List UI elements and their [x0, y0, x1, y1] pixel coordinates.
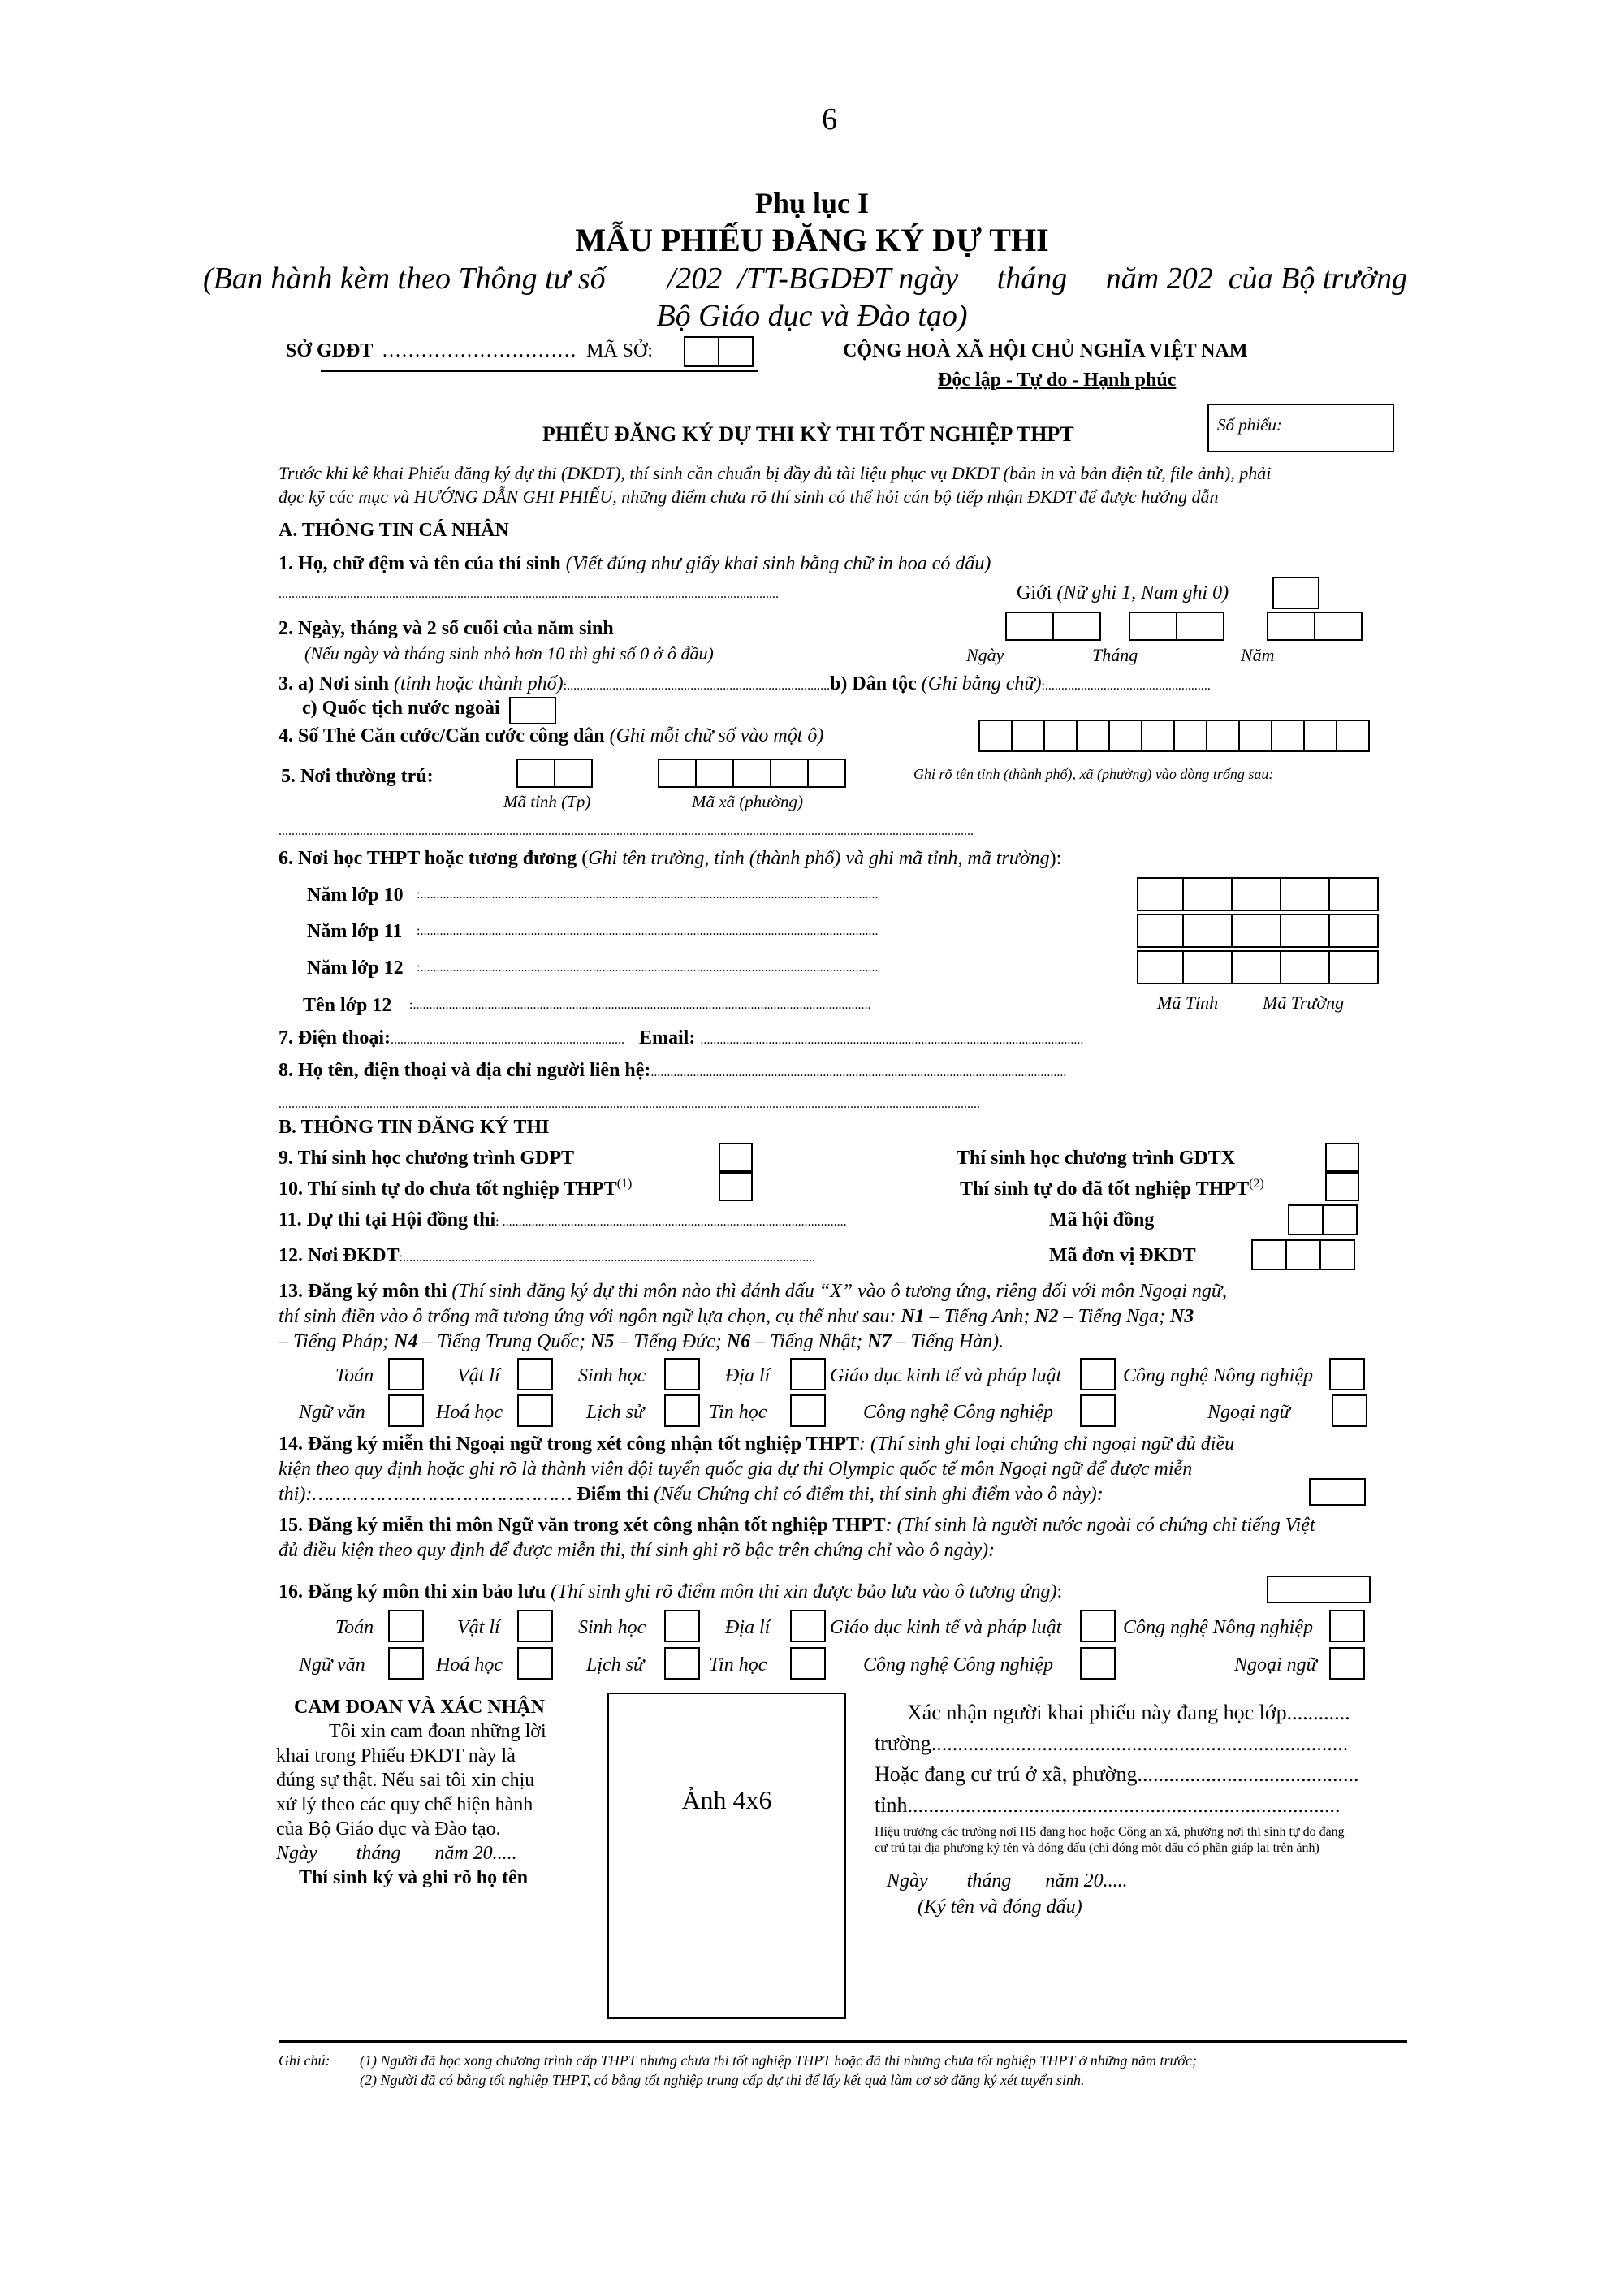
confirm-sign-label: (Ký tên và đóng dấu)	[918, 1896, 1082, 1918]
council-code-box-2[interactable]	[1322, 1204, 1358, 1235]
confirm-line-4: tỉnh..................................................................................	[875, 1793, 1341, 1817]
cccd-digit-box-11[interactable]	[1303, 720, 1337, 752]
school-code-box-r1-c5[interactable]	[1328, 877, 1379, 911]
q2-day-caption: Ngày	[966, 645, 1004, 665]
q16-subject-gdkt: Giáo dục kinh tế và pháp luật	[830, 1617, 1062, 1638]
q3b-hint: (Ghi bằng chữ)	[916, 673, 1042, 694]
ma-so-label: MÃ SỞ:	[586, 340, 654, 361]
q11-dots: : ..........................................................................................................	[495, 1215, 847, 1229]
q6-row-11-label: Năm lớp 11	[307, 921, 403, 942]
q8-dots: ................................................................................................................................	[650, 1066, 1067, 1079]
q7-line	[279, 1028, 1083, 1048]
pledge-title: CAM ĐOAN VÀ XÁC NHẬN	[294, 1697, 545, 1718]
code-n5: N5	[590, 1331, 615, 1352]
q15-line-2: đủ điều kiện theo quy định để được miễn thi, thí sinh ghi rõ bậc trên chứng chỉ vào ô ngày):	[279, 1540, 996, 1561]
cccd-digit-box-2[interactable]	[1011, 720, 1045, 752]
q6-row-12-dots: :.............................................................................................................................................	[417, 962, 879, 975]
q1-hint: (Viết đúng như giấy khai sinh bằng chữ in hoa có dấu)	[560, 553, 991, 574]
q14-score-box[interactable]	[1309, 1478, 1366, 1506]
q7-email-label: Email:	[639, 1027, 696, 1049]
q6-row-10-dots: :.............................................................................................................................................	[417, 889, 879, 902]
q10-left-label: 10. Thí sinh tự do chưa tốt nghiệp THPT	[279, 1178, 617, 1200]
q6-school-caption: Mã Trường	[1263, 992, 1345, 1013]
residence-ward-box-5[interactable]	[807, 759, 846, 788]
q13-cn-cn-checkbox[interactable]	[1080, 1394, 1116, 1427]
q13-label: 13. Đăng ký môn thi	[279, 1281, 447, 1302]
q15-hint-1: : (Thí sinh là người nước ngoài có chứng chỉ tiếng Việt	[885, 1515, 1315, 1536]
confirm-note-2: cư trú tại địa phương ký tên và đóng dấu (chỉ đóng một dấu có phần giáp lai trên ảnh)	[875, 1841, 1320, 1855]
q16-sinh-hoc-box[interactable]	[664, 1610, 700, 1642]
birth-month-box-2[interactable]	[1176, 612, 1224, 641]
q2-hint: (Nếu ngày và tháng sinh nhỏ hơn 10 thì ghi số 0 ở ô đầu)	[304, 643, 714, 664]
q14-line-1	[279, 1434, 1234, 1454]
q7-phone-dots: ........................................................................	[391, 1033, 624, 1047]
appendix-label: Phụ lục I	[754, 187, 870, 219]
q16-hoa-hoc-box[interactable]	[517, 1647, 553, 1680]
cccd-digit-box-9[interactable]	[1238, 720, 1272, 752]
q16-toan-box[interactable]	[388, 1610, 424, 1642]
intro-line-1: Trước khi kê khai Phiếu đăng ký dự thi (ĐKDT), thí sinh cần chuẩn bị đầy đủ tài liệu phục vụ ĐKDT (bản in và bản điện tử, file ảnh), phải	[279, 463, 1272, 483]
q6-province-caption: Mã Tỉnh	[1157, 992, 1219, 1013]
unit-code-box-3[interactable]	[1320, 1239, 1355, 1270]
q3-line	[279, 674, 1211, 694]
q16-colon: :	[1056, 1581, 1063, 1602]
residence-province-box-1[interactable]	[516, 759, 555, 788]
q5-address-dots: ......................................................................................................................................................................................................................	[279, 825, 974, 838]
q16-subject-dia-li: Địa lí	[725, 1617, 771, 1638]
q13-tin-hoc-checkbox[interactable]	[790, 1394, 826, 1427]
confirm-line-1: Xác nhận người khai phiếu này đang học lớp............	[907, 1701, 1350, 1724]
q13-hint-1: (Thí sinh đăng ký dự thi môn nào thì đánh dấu “X” vào ô tương ứng, riêng đối với môn Ngoại ngữ,	[447, 1281, 1228, 1302]
residence-ward-box-2[interactable]	[695, 759, 734, 788]
q13-subject-lich-su: Lịch sử	[586, 1402, 645, 1423]
q12-dots: :...............................................................................................................................	[399, 1251, 816, 1265]
birth-month-box-1[interactable]	[1129, 612, 1177, 641]
q16-dia-li-box[interactable]	[790, 1610, 826, 1642]
q13-line-2a: thí sinh điền vào ô trống mã tương ứng với ngôn ngữ lựa chọn, cụ thể như sau:	[279, 1306, 901, 1327]
q13-line-3e: – Tiếng Hàn).	[891, 1331, 1004, 1352]
q4-label: 4. Số Thẻ Căn cước/Căn cước công dân	[279, 725, 605, 746]
q1-gender-label: Giới	[1017, 582, 1052, 603]
q16-subject-lich-su: Lịch sử	[586, 1654, 645, 1676]
q12-code-label: Mã đơn vị ĐKDT	[1049, 1245, 1196, 1266]
q12-label: 12. Nơi ĐKDT	[279, 1245, 400, 1266]
code-n4: N4	[394, 1331, 418, 1352]
cccd-digit-box-1[interactable]	[978, 720, 1013, 752]
q13-line-2	[279, 1307, 1194, 1326]
q1-gender-hint: (Nữ ghi 1, Nam ghi 0)	[1052, 582, 1229, 603]
birth-day-box-2[interactable]	[1052, 612, 1101, 641]
birth-year-box-2[interactable]	[1314, 612, 1363, 641]
q14-diem-label: Điểm thi	[577, 1484, 650, 1505]
q14-label: 14. Đăng ký miễn thi Ngoại ngữ trong xét công nhận tốt nghiệp THPT	[279, 1433, 859, 1455]
q5-province-caption: Mã tỉnh (Tp)	[503, 792, 591, 811]
cccd-digit-box-12[interactable]	[1336, 720, 1370, 752]
q9-right-label: Thí sinh học chương trình GDTX	[957, 1148, 1236, 1169]
q14-line-3b: (Nếu Chứng chỉ có điểm thi, thí sinh ghi điểm vào ô này):	[649, 1484, 1104, 1505]
so-gddt-dots: …………………………	[382, 340, 577, 361]
q15-label: 15. Đăng ký miễn thi môn Ngữ văn trong xét công nhận tốt nghiệp THPT	[279, 1515, 886, 1536]
q5-label: 5. Nơi thường trú:	[281, 766, 434, 787]
q10-right-sup: (2)	[1249, 1177, 1264, 1191]
footnote-label: Ghi chú:	[279, 2052, 330, 2069]
q16-ngoai-ngu-box[interactable]	[1329, 1647, 1365, 1680]
q6-row-12-label: Năm lớp 12	[307, 958, 404, 979]
footnote-1: (1) Người đã học xong chương trình cấp THPT nhưng chưa thi tốt nghiệp THPT hoặc đã thi nhưng chưa tốt nghiệp THPT ở những năm trước;	[360, 2052, 1197, 2069]
q9-left-label: 9. Thí sinh học chương trình GDPT	[279, 1148, 575, 1169]
q16-gdkt-box[interactable]	[1080, 1610, 1116, 1642]
q16-lich-su-box[interactable]	[664, 1647, 700, 1680]
pledge-line-2: khai trong Phiếu ĐKDT này là	[276, 1745, 516, 1766]
q13-subject-sinh-hoc: Sinh học	[578, 1365, 646, 1386]
q3b-dots: :...................................................	[1041, 679, 1211, 693]
form-title: PHIẾU ĐĂNG KÝ DỰ THI KỲ THI TỐT NGHIỆP THPT	[542, 422, 1074, 446]
q13-vat-li-checkbox[interactable]	[517, 1358, 553, 1390]
q5-note: Ghi rõ tên tỉnh (thành phố), xã (phường) vào dòng trống sau:	[914, 766, 1274, 782]
q13-line-3a: – Tiếng Pháp;	[279, 1331, 394, 1352]
gdpt-checkbox[interactable]	[719, 1143, 753, 1172]
photo-4x6-box[interactable]	[607, 1693, 846, 2019]
photo-label: Ảnh 4x6	[681, 1785, 772, 1814]
school-code-box-r3-c2[interactable]	[1182, 950, 1233, 984]
school-code-box-r2-c4[interactable]	[1280, 914, 1330, 948]
q10-right-label: Thí sinh tự do đã tốt nghiệp THPT	[960, 1178, 1250, 1200]
q16-reserve-box[interactable]	[1267, 1576, 1371, 1603]
pledge-line-5: của Bộ Giáo dục và Đào tạo.	[276, 1818, 501, 1840]
school-code-box-r1-c2[interactable]	[1182, 877, 1233, 911]
cccd-digit-box-4[interactable]	[1076, 720, 1110, 752]
q13-subject-cn-nn: Công nghệ Nông nghiệp	[1123, 1365, 1313, 1386]
q13-line-2b: – Tiếng Anh;	[924, 1306, 1035, 1327]
q8-label: 8. Họ tên, điện thoại và địa chỉ người liên hệ:	[279, 1060, 651, 1081]
q16-subject-cn-nn: Công nghệ Nông nghiệp	[1123, 1617, 1313, 1638]
birth-year-box-1[interactable]	[1267, 612, 1315, 641]
birth-day-box-1[interactable]	[1005, 612, 1054, 641]
section-b-heading: B. THÔNG TIN ĐĂNG KÝ THI	[279, 1117, 550, 1138]
q13-line-2c: – Tiếng Nga;	[1058, 1306, 1170, 1327]
q6-line	[279, 849, 1061, 868]
q6-row-11-dots: :.............................................................................................................................................	[417, 925, 879, 938]
q8-dots-line-2: ........................................................................................................................................................................................................................	[279, 1098, 980, 1111]
q16-cn-nn-box[interactable]	[1329, 1610, 1365, 1642]
q6-hint: Ghi tên trường, tỉnh (thành phố) và ghi mã tỉnh, mã trường	[588, 848, 1050, 869]
q1-line	[279, 554, 991, 573]
q13-line-3d: – Tiếng Nhật;	[750, 1331, 868, 1352]
school-code-box-r1-c1[interactable]	[1137, 877, 1184, 911]
residence-ward-box-1[interactable]	[658, 759, 697, 788]
school-code-box-r3-c5[interactable]	[1328, 950, 1379, 984]
q16-subject-vat-li: Vật lí	[457, 1617, 500, 1638]
q11-label: 11. Dự thi tại Hội đồng thi	[279, 1209, 496, 1230]
school-code-box-r3-c3[interactable]	[1231, 950, 1281, 984]
q16-subject-sinh-hoc: Sinh học	[578, 1617, 646, 1638]
header-left-underline	[321, 370, 758, 372]
q13-subject-dia-li: Địa lí	[725, 1365, 771, 1386]
q13-hoa-hoc-checkbox[interactable]	[517, 1394, 553, 1427]
q10-right-line	[960, 1178, 1264, 1199]
nationality-box[interactable]	[509, 697, 556, 724]
q13-line-1	[279, 1282, 1227, 1301]
q13-dia-li-checkbox[interactable]	[790, 1358, 826, 1390]
q16-subject-hoa-hoc: Hoá học	[436, 1654, 503, 1676]
nation-name: CỘNG HOÀ XÃ HỘI CHỦ NGHĨA VIỆT NAM	[843, 340, 1248, 361]
q13-subject-toan: Toán	[335, 1365, 374, 1386]
q13-subject-ngu-van: Ngữ văn	[299, 1402, 365, 1423]
q11-line	[279, 1210, 847, 1230]
so-phieu-box[interactable]	[1207, 404, 1394, 452]
q3a-hint: (tỉnh hoặc thành phố)	[388, 673, 564, 694]
q3a-dots: :.................................................................................	[563, 679, 831, 693]
q2-month-caption: Tháng	[1092, 645, 1138, 665]
subtitle-line-2: Bộ Giáo dục và Đào tạo)	[656, 299, 968, 333]
code-n7: N7	[867, 1331, 892, 1352]
form-main-title: MẪU PHIẾU ĐĂNG KÝ DỰ THI	[575, 222, 1049, 258]
cccd-digit-box-5[interactable]	[1108, 720, 1142, 752]
q15-line-1	[279, 1516, 1315, 1535]
q16-subject-cn-cn: Công nghệ Công nghiệp	[863, 1654, 1053, 1676]
q1-name-dots: ..........................................................................................................................................................	[279, 588, 779, 601]
confirm-line-2: trường...............................................................................	[875, 1732, 1349, 1755]
school-code-box-r2-c1[interactable]	[1137, 914, 1184, 948]
q6-label: 6. Nơi học THPT hoặc tương đương	[279, 848, 577, 869]
ma-so-box-1[interactable]	[684, 336, 719, 367]
footnote-2: (2) Người đã có bằng tốt nghiệp THPT, có bằng tốt nghiệp trung cấp dự thi để lấy kết quả làm cơ sở đăng ký xét tuyển sinh.	[360, 2072, 1085, 2088]
q13-toan-checkbox[interactable]	[388, 1358, 424, 1390]
school-code-box-r1-c3[interactable]	[1231, 877, 1281, 911]
q3c-label: c) Quốc tịch nước ngoài	[302, 698, 500, 719]
q14-line-3	[279, 1485, 1104, 1504]
school-code-box-r1-c4[interactable]	[1280, 877, 1330, 911]
q2-label: 2. Ngày, tháng và 2 số cuối của năm sinh	[279, 618, 614, 639]
q16-subject-tin-hoc: Tin học	[709, 1654, 767, 1676]
q7-phone-label: 7. Điện thoại:	[279, 1027, 391, 1049]
q14-hint-1: : (Thí sinh ghi loại chứng chỉ ngoại ngữ đủ điều	[858, 1433, 1235, 1455]
residence-ward-box-4[interactable]	[770, 759, 809, 788]
section-a-heading: A. THÔNG TIN CÁ NHÂN	[279, 520, 509, 541]
q16-tin-hoc-box[interactable]	[790, 1647, 826, 1680]
q13-sinh-hoc-checkbox[interactable]	[664, 1358, 700, 1390]
q6-class-name-label: Tên lớp 12	[303, 995, 392, 1016]
confirm-line-3: Hoặc đang cư trú ở xã, phường..........................................	[875, 1762, 1359, 1786]
residence-ward-box-3[interactable]	[732, 759, 771, 788]
confirm-date: Ngày tháng năm 20.....	[887, 1870, 1128, 1892]
ma-so-box-2[interactable]	[718, 336, 754, 367]
cccd-digit-box-3[interactable]	[1043, 720, 1078, 752]
code-n2: N2	[1034, 1306, 1059, 1327]
q13-subject-cn-cn: Công nghệ Công nghiệp	[863, 1402, 1053, 1423]
q4-hint: (Ghi mỗi chữ số vào một ô)	[604, 725, 824, 746]
q13-subject-hoa-hoc: Hoá học	[436, 1402, 503, 1423]
q13-line-3	[279, 1332, 1004, 1351]
q16-ngu-van-box[interactable]	[388, 1647, 424, 1680]
q13-cn-nn-checkbox[interactable]	[1329, 1358, 1365, 1390]
school-code-box-r2-c3[interactable]	[1231, 914, 1281, 948]
q16-subject-toan: Toán	[335, 1617, 374, 1638]
q13-ngu-van-checkbox[interactable]	[388, 1394, 424, 1427]
cccd-digit-box-8[interactable]	[1206, 720, 1240, 752]
pledge-line-1: Tôi xin cam đoan những lời	[329, 1721, 546, 1742]
gender-box[interactable]	[1272, 577, 1320, 609]
school-code-box-r2-c2[interactable]	[1182, 914, 1233, 948]
q16-line	[279, 1582, 1062, 1602]
pledge-date: Ngày tháng năm 20.....	[276, 1843, 517, 1864]
school-code-box-r3-c1[interactable]	[1137, 950, 1184, 984]
q16-vat-li-box[interactable]	[517, 1610, 553, 1642]
unit-code-box-1[interactable]	[1251, 1239, 1287, 1270]
subtitle-line-1: (Ban hành kèm theo Thông tư số /202 /TT-BGDĐT ngày tháng năm 202 của Bộ trưởng	[203, 262, 1408, 296]
footnote-divider	[279, 2040, 1407, 2043]
pledge-line-4: xử lý theo các quy chế hiện hành	[276, 1794, 533, 1815]
q16-label: 16. Đăng ký môn thi xin bảo lưu	[279, 1581, 546, 1602]
q1-gender-line	[1017, 583, 1229, 603]
code-n6: N6	[726, 1331, 751, 1352]
cccd-digit-box-7[interactable]	[1173, 720, 1207, 752]
q13-gdkt-checkbox[interactable]	[1080, 1358, 1116, 1390]
q13-line-3c: – Tiếng Đức;	[614, 1331, 727, 1352]
intro-line-2: đọc kỹ các mục và HƯỚNG DẪN GHI PHIẾU, những điểm chưa rõ thí sinh có thể hỏi cán bộ tiếp nhận ĐKDT để được hướng dẫn	[279, 486, 1219, 507]
cccd-digit-box-6[interactable]	[1141, 720, 1175, 752]
q13-subject-tin-hoc: Tin học	[709, 1402, 767, 1423]
q16-cn-cn-box[interactable]	[1080, 1647, 1116, 1680]
q3b-label: b) Dân tộc	[830, 673, 917, 694]
q3a-label: 3. a) Nơi sinh	[279, 673, 389, 694]
code-n3: N3	[1169, 1306, 1194, 1327]
q10-left-line	[279, 1178, 632, 1199]
q11-code-label: Mã hội đồng	[1049, 1209, 1155, 1230]
q13-line-3b: – Tiếng Trung Quốc;	[417, 1331, 591, 1352]
residence-province-box-2[interactable]	[554, 759, 593, 788]
q13-ngoai-ngu-checkbox[interactable]	[1332, 1394, 1367, 1427]
q14-line-3a: thi):………………………………………	[279, 1484, 577, 1505]
school-code-box-r2-c5[interactable]	[1328, 914, 1379, 948]
q6-row-10-label: Năm lớp 10	[307, 884, 404, 906]
q7-email-dots: ......................................................................................................................	[700, 1033, 1084, 1047]
q16-subject-ngoai-ngu: Ngoại ngữ	[1234, 1654, 1317, 1676]
q13-subject-ngoai-ngu: Ngoại ngữ	[1207, 1402, 1290, 1423]
unit-code-box-2[interactable]	[1285, 1239, 1321, 1270]
q12-line	[279, 1246, 815, 1265]
pledge-sign-label: Thí sinh ký và ghi rõ họ tên	[299, 1867, 529, 1888]
q4-line	[279, 726, 823, 746]
q13-subject-vat-li: Vật lí	[457, 1365, 500, 1386]
q6-class-name-dots: :.............................................................................................................................................	[409, 999, 871, 1012]
pledge-line-3: đúng sự thật. Nếu sai tôi xin chịu	[276, 1770, 535, 1791]
q16-subject-ngu-van: Ngữ văn	[299, 1654, 365, 1676]
school-code-box-r3-c4[interactable]	[1280, 950, 1330, 984]
nation-motto: Độc lập - Tự do - Hạnh phúc	[938, 370, 1177, 391]
q6-hint-open: (	[577, 848, 589, 869]
q13-subject-gdkt: Giáo dục kinh tế và pháp luật	[830, 1365, 1062, 1386]
free-not-graduated-checkbox[interactable]	[719, 1172, 753, 1201]
q1-label: 1. Họ, chữ đệm và tên của thí sinh	[279, 553, 561, 574]
confirm-note-1: Hiệu trưởng các trường nơi HS đang học hoặc Công an xã, phường nơi thí sinh tự do đang	[875, 1825, 1345, 1839]
so-gddt-label: SỞ GDĐT	[286, 340, 374, 361]
q10-left-sup: (1)	[616, 1177, 633, 1191]
so-phieu-label: Số phiếu:	[1217, 415, 1282, 435]
q14-line-2: kiện theo quy định hoặc ghi rõ là thành viên đội tuyển quốc gia dự thi Olympic quốc tế môn Ngoại ngữ để được miễn	[279, 1459, 1193, 1480]
q13-lich-su-checkbox[interactable]	[664, 1394, 700, 1427]
q2-year-caption: Năm	[1241, 645, 1275, 665]
q5-ward-caption: Mã xã (phường)	[692, 792, 803, 811]
page-number: 6	[822, 102, 837, 136]
code-n1: N1	[901, 1306, 925, 1327]
council-code-box-1[interactable]	[1288, 1204, 1324, 1235]
free-graduated-checkbox[interactable]	[1325, 1172, 1359, 1201]
q8-line	[279, 1061, 1066, 1080]
cccd-digit-box-10[interactable]	[1271, 720, 1305, 752]
gdtx-checkbox[interactable]	[1325, 1143, 1359, 1172]
q6-hint-close: ):	[1049, 848, 1062, 869]
q16-hint: (Thí sinh ghi rõ điểm môn thi xin được bảo lưu vào ô tương ứng)	[546, 1581, 1057, 1602]
